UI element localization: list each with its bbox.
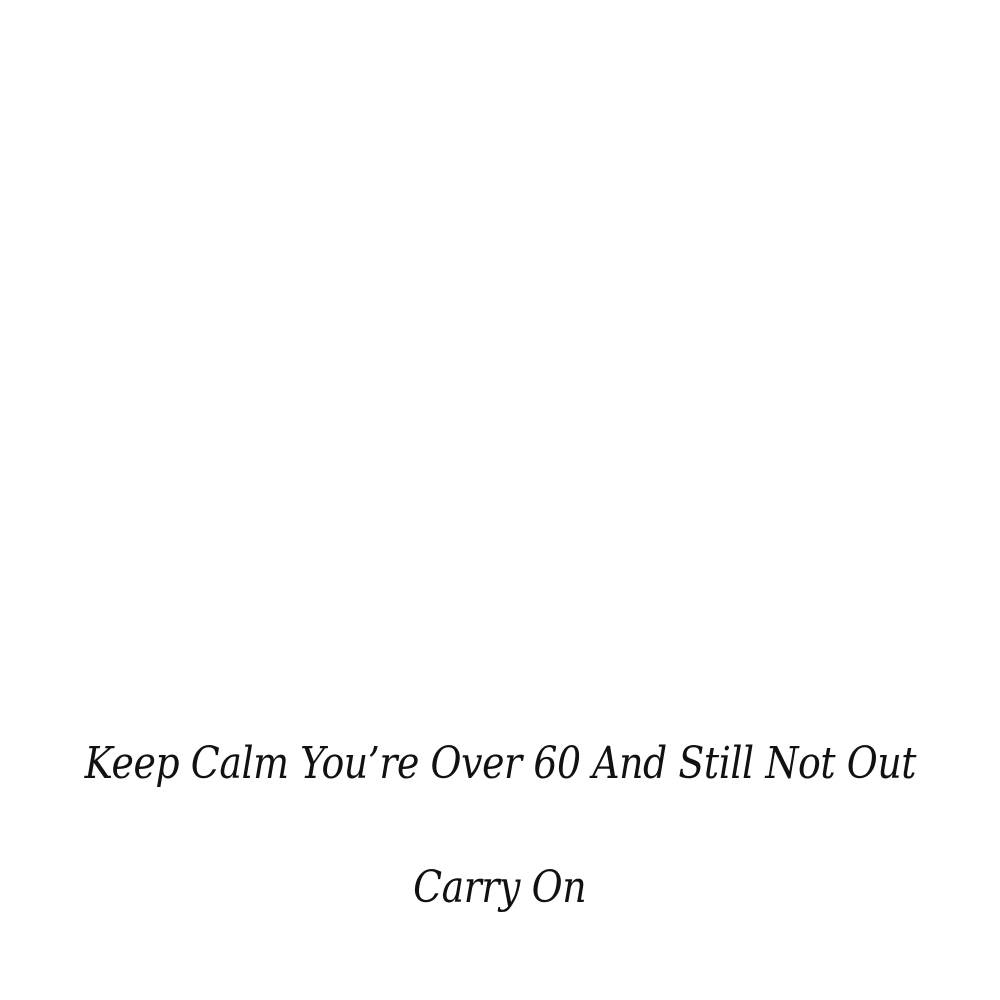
- quote-tagline: Carry On: [413, 862, 587, 913]
- quote-text-block: [0, 716, 1000, 936]
- quote-headline: Keep Calm You’re Over 60 And Still Not Out: [84, 738, 916, 789]
